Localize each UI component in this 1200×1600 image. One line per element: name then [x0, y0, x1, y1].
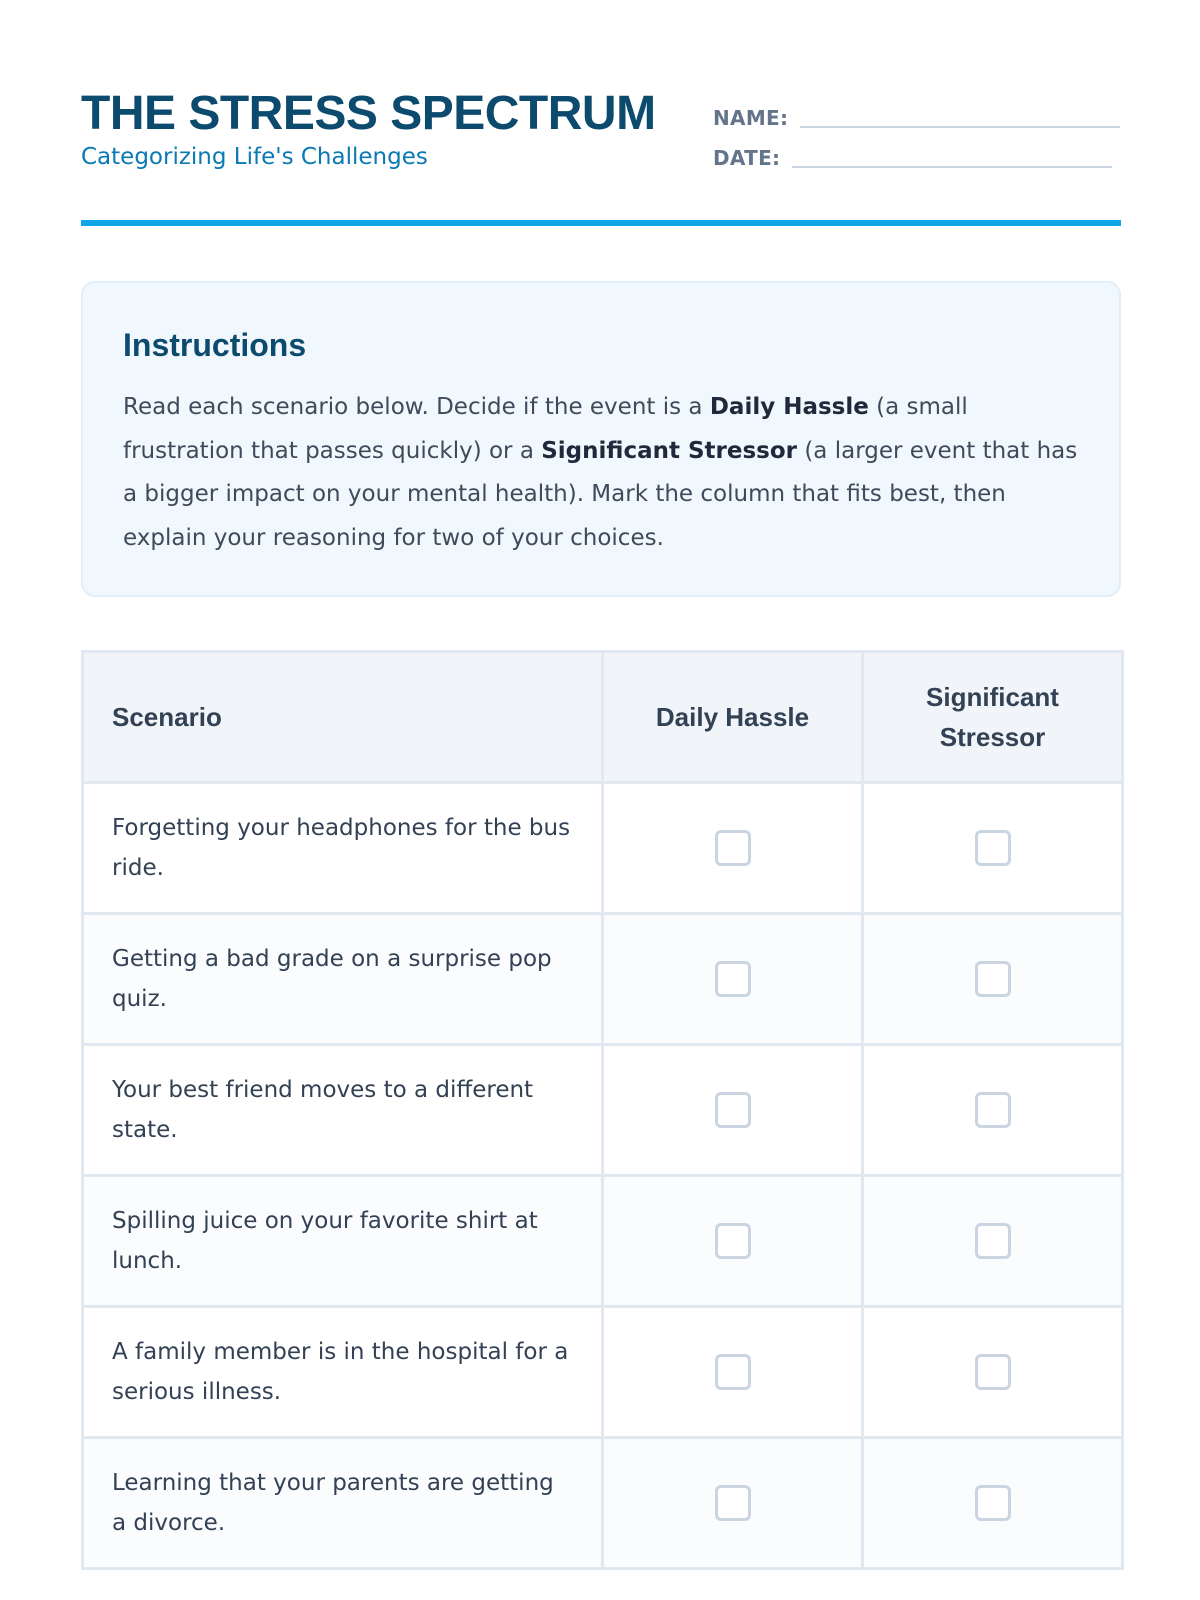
daily-hassle-checkbox[interactable] [715, 830, 751, 866]
significant-stressor-checkbox[interactable] [975, 1354, 1011, 1390]
scenario-text: Your best friend moves to a different state. [83, 1045, 603, 1176]
table-row [83, 914, 1123, 1045]
date-label: DATE: [713, 146, 781, 170]
table-row [83, 1438, 1123, 1569]
significant-stressor-term: Significant Stressor [541, 437, 798, 464]
scenario-text: Spilling juice on your favorite shirt at lunch. [83, 1176, 603, 1307]
header-daily-hassle: Daily Hassle [603, 652, 863, 783]
daily-hassle-cell [603, 1176, 863, 1307]
daily-hassle-cell [603, 1307, 863, 1438]
header-significant-stressor-label: Significant Stressor [926, 682, 1059, 752]
significant-stressor-checkbox[interactable] [975, 1223, 1011, 1259]
significant-stressor-cell [863, 1045, 1123, 1176]
table-row [83, 1045, 1123, 1176]
header-significant-stressor [863, 652, 1123, 783]
scenario-text: Forgetting your headphones for the bus ride. [83, 783, 603, 914]
instructions-text-part: Read each scenario below. Decide if the event is a [123, 394, 710, 420]
significant-stressor-checkbox[interactable] [975, 961, 1011, 997]
significant-stressor-cell [863, 783, 1123, 914]
daily-hassle-cell [603, 914, 863, 1045]
significant-stressor-cell [863, 1176, 1123, 1307]
scenario-text: Getting a bad grade on a surprise pop quiz. [83, 914, 603, 1045]
scenario-text: Learning that your parents are getting a divorce. [83, 1438, 603, 1569]
significant-stressor-checkbox[interactable] [975, 1485, 1011, 1521]
header-scenario: Scenario [83, 652, 603, 783]
name-input-line[interactable] [800, 126, 1120, 128]
page-subtitle: Categorizing Life's Challenges [81, 144, 428, 170]
header-divider [81, 220, 1121, 226]
table-row [83, 1176, 1123, 1307]
daily-hassle-cell [603, 1045, 863, 1176]
daily-hassle-checkbox[interactable] [715, 1485, 751, 1521]
daily-hassle-term: Daily Hassle [709, 394, 869, 420]
daily-hassle-checkbox[interactable] [715, 961, 751, 997]
page-title: THE STRESS SPECTRUM [81, 87, 656, 140]
instructions-text-part: (a larger event that has a bigger impact on your mental health). Mark the column that fits best, then explain your reasoning for two of your choices. [123, 437, 1078, 551]
significant-stressor-checkbox[interactable] [975, 1092, 1011, 1128]
scenario-table [81, 650, 1124, 1570]
table-row [83, 783, 1123, 914]
daily-hassle-cell [603, 1438, 863, 1569]
table-header-row [83, 652, 1123, 783]
name-field [713, 106, 1120, 130]
daily-hassle-checkbox[interactable] [715, 1092, 751, 1128]
date-field [713, 146, 1112, 170]
significant-stressor-cell [863, 914, 1123, 1045]
instructions-heading: Instructions [123, 327, 307, 363]
significant-stressor-cell [863, 1307, 1123, 1438]
instructions-box [81, 281, 1121, 597]
significant-stressor-cell [863, 1438, 1123, 1569]
instructions-text-part: (a small frustration that passes quickly) or a [123, 394, 968, 464]
table-row [83, 1307, 1123, 1438]
worksheet-header [81, 80, 1121, 230]
daily-hassle-checkbox[interactable] [715, 1354, 751, 1390]
daily-hassle-cell [603, 783, 863, 914]
scenario-text: A family member is in the hospital for a serious illness. [83, 1307, 603, 1438]
date-input-line[interactable] [792, 166, 1112, 168]
significant-stressor-checkbox[interactable] [975, 830, 1011, 866]
daily-hassle-checkbox[interactable] [715, 1223, 751, 1259]
instructions-text [123, 386, 1079, 560]
name-label: NAME: [713, 106, 789, 130]
